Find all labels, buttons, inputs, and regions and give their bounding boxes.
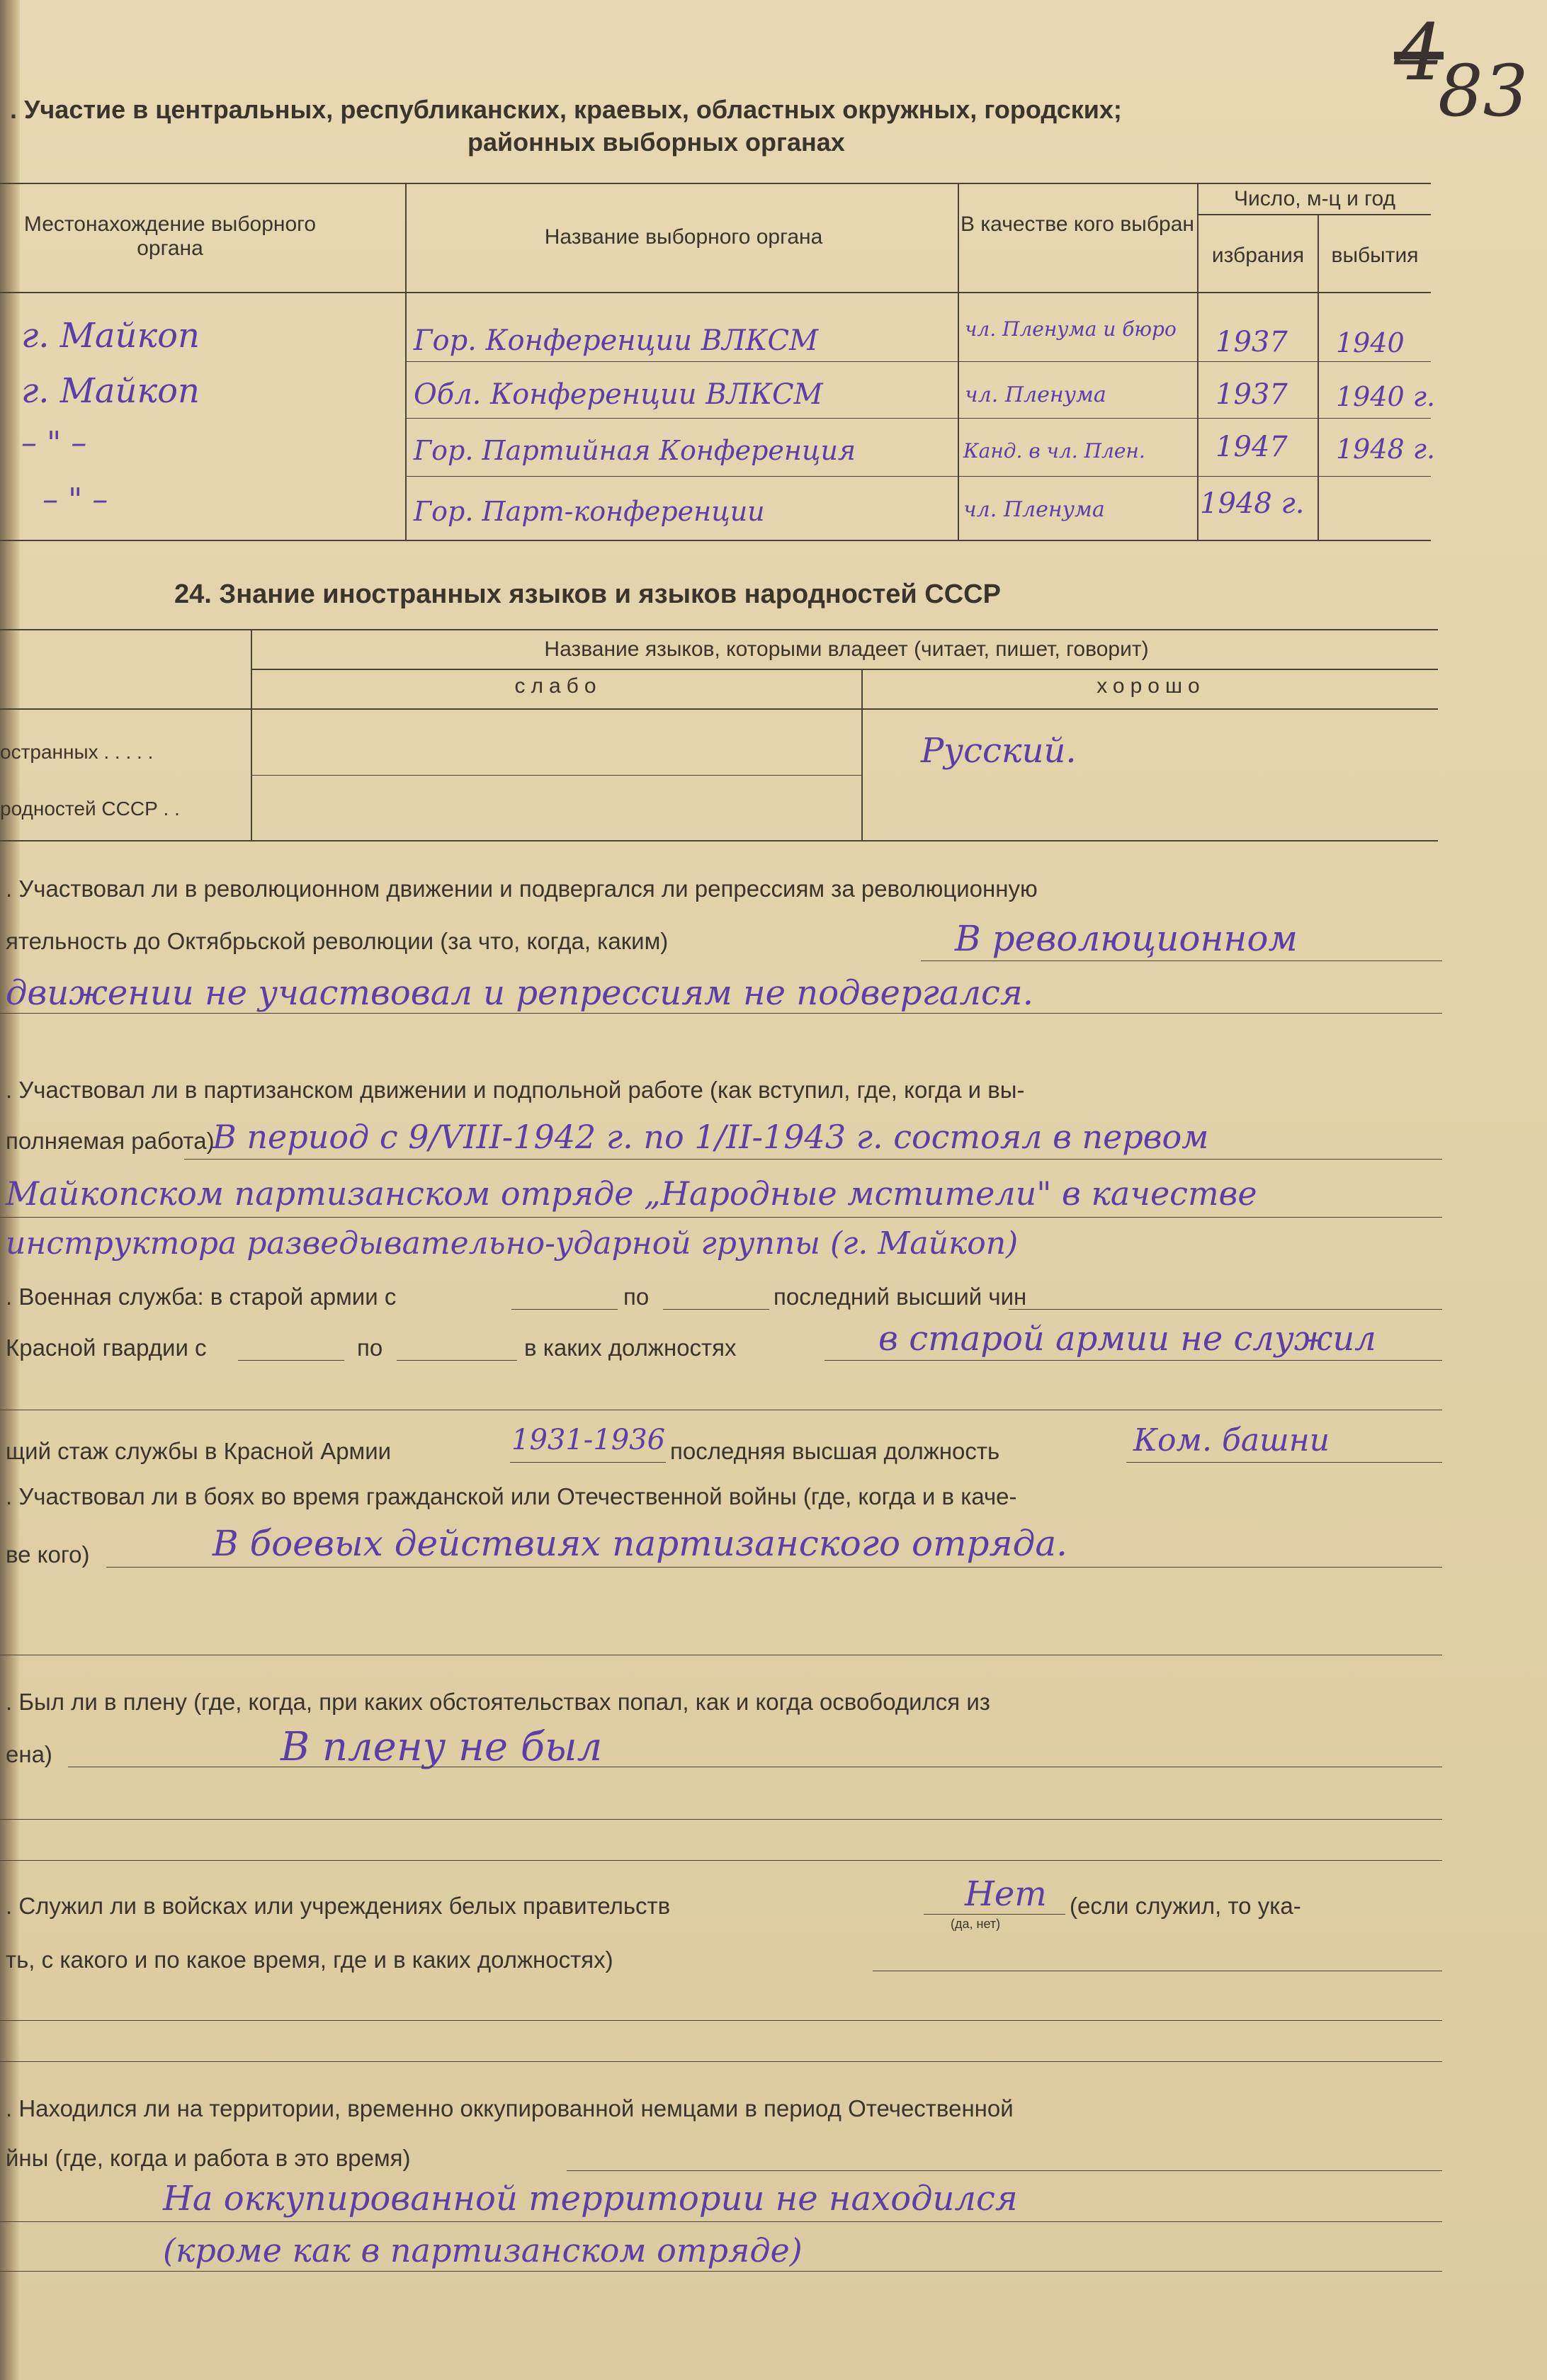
- q27-rg-to-rule: [397, 1360, 517, 1361]
- row3-role: Канд. в чл. Плен.: [963, 439, 1145, 463]
- q27-rg-from-rule: [238, 1360, 344, 1361]
- row4-location: – " –: [42, 482, 108, 518]
- row2-line: [405, 418, 1431, 419]
- q27-positions-rule: [824, 1360, 1442, 1361]
- row1-location: г. Майкоп: [21, 316, 200, 356]
- q26-answer1: В период с 9/VIII-1942 г. по 1/II-1943 г. состоял в первом: [212, 1118, 1209, 1156]
- q31-answer2: (кроме как в партизанском отряде): [163, 2231, 803, 2270]
- table23-top-line: [0, 183, 1431, 184]
- q27-to-rule: [663, 1309, 769, 1310]
- row1-left: 1940: [1336, 327, 1405, 358]
- crossed-page-number: 4: [1394, 7, 1444, 98]
- table23-bottom-line: [0, 540, 1431, 541]
- q27-from-rule: [511, 1309, 618, 1310]
- header-left: выбытия: [1331, 244, 1419, 267]
- q29-line1: . Был ли в плену (где, когда, при каких обстоятельствах попал, как и когда освободился из: [6, 1689, 990, 1715]
- q31-line4-rule: [0, 2271, 1442, 2272]
- q29-line2: ена): [6, 1741, 52, 1767]
- section24-col-weak: слабо: [514, 674, 602, 698]
- row2-name: Обл. Конференции ВЛКСМ: [414, 378, 823, 411]
- q27-rank-rule: [1009, 1309, 1442, 1310]
- q25-line2: ятельность до Октябрьской революции (за что, когда, каким): [6, 928, 669, 954]
- q29-line3-rule: [0, 1819, 1442, 1820]
- row3-name: Гор. Партийная Конференция: [414, 435, 856, 466]
- q26-answer2: Майкопском партизанском отряде „Народные мстители" в качестве: [6, 1174, 1257, 1213]
- section24-col-good: хорошо: [1096, 674, 1206, 698]
- q26-line2-rule: [184, 1159, 1442, 1160]
- row3-elected: 1947: [1216, 431, 1288, 463]
- q25-line1: . Участвовал ли в революционном движении и подвергался ли репрессиям за революционную: [6, 876, 1038, 902]
- q31-answer1: На оккупированной территории не находился: [163, 2179, 1018, 2218]
- table24-bottom-line: [0, 840, 1438, 842]
- header-elected: избрания: [1211, 244, 1305, 267]
- q26-line2: полняемая работа): [6, 1128, 215, 1154]
- q30-line2: ть, с какого и по какое время, где и в каких должностях): [6, 1946, 613, 1973]
- q31-line2: йны (где, когда и работа в это время): [6, 2145, 411, 2171]
- q29-answer: В плену не был: [280, 1724, 603, 1770]
- page-number: 83: [1438, 50, 1529, 132]
- q25-answer2: движении не участвовал и репрессиям не подвергался.: [6, 973, 1033, 1013]
- row1-line: [405, 361, 1431, 362]
- q26-line1: . Участвовал ли в партизанском движении и подпольной работе (как вступил, где, когда и вы-: [6, 1077, 1025, 1103]
- section24-good-value: Русский.: [921, 731, 1077, 771]
- q28-line1: . Участвовал ли в боях во время гражданской или Отечественной войны (где, когда и в каче-: [6, 1483, 1017, 1509]
- row1-name: Гор. Конференции ВЛКСМ: [414, 324, 819, 357]
- row4-role: чл. Пленума: [963, 497, 1105, 522]
- q27-line2-a: Красной гвардии с: [6, 1334, 207, 1361]
- q27-years-rule: [510, 1462, 666, 1463]
- q27-line1-b: по: [623, 1284, 650, 1310]
- row4-name: Гор. Парт-конференции: [414, 496, 765, 527]
- q30-answer-rule: [924, 1914, 1065, 1915]
- q28-line2-rule: [106, 1567, 1442, 1568]
- q27-answer: в старой армии не служил: [878, 1319, 1376, 1359]
- q25-answer1: В революционном: [955, 918, 1298, 959]
- row2-role: чл. Пленума: [965, 382, 1106, 407]
- q31-line2-rule: [567, 2170, 1442, 2171]
- q30-line1-a: . Служил ли в войсках или учреждениях белых правительств: [6, 1893, 671, 1919]
- q31-line3-rule: [0, 2221, 1442, 2222]
- q27-line1-a: . Военная служба: в старой армии с: [6, 1284, 397, 1310]
- section24-row2-label: родностей СССР . .: [0, 798, 180, 820]
- header-date: Число, м-ц и год: [1234, 187, 1395, 210]
- table24-vline2: [861, 669, 863, 840]
- q27-line2-c: в каких должностях: [524, 1334, 737, 1361]
- q25-line3-rule: [0, 1013, 1442, 1014]
- row4-elected: 1948 г.: [1200, 487, 1305, 520]
- header-role: В качестве кого выбран: [960, 212, 1194, 236]
- q27-position: Ком. башни: [1133, 1422, 1330, 1458]
- q30-line3-rule: [0, 2020, 1442, 2021]
- table24-weak-mid-line: [251, 775, 861, 776]
- row1-elected: 1937: [1216, 326, 1288, 358]
- q31-line1: . Находился ли на территории, временно оккупированной немцами в период Отечественной: [6, 2095, 1014, 2121]
- q27-line2-b: по: [357, 1334, 383, 1361]
- q30-line1-b: (если служил, то ука-: [1070, 1893, 1301, 1919]
- q27-line3-b: последняя высшая должность: [670, 1438, 1000, 1464]
- row2-left: 1940 г.: [1336, 381, 1436, 412]
- q25-line2-rule: [921, 960, 1442, 961]
- q27-position-rule: [1126, 1462, 1442, 1463]
- q27-line1-c: последний высший чин: [774, 1284, 1027, 1310]
- q26-answer3: инструктора разведывательно-ударной группы (г. Майкоп): [6, 1225, 1019, 1262]
- section23-title-line1: . Участие в центральных, республиканских, краевых, областных окружных, городских;: [10, 95, 1122, 124]
- table23-date-subline: [1197, 214, 1431, 215]
- q26-line3-rule: [0, 1217, 1442, 1218]
- row3-left: 1948 г.: [1336, 434, 1436, 465]
- section24-header-main: Название языков, которыми владеет (читает, пишет, говорит): [544, 638, 1149, 661]
- row3-location: – " –: [21, 425, 87, 461]
- q30-hint: (да, нет): [951, 1917, 1001, 1931]
- section24-title: 24. Знание иностранных языков и языков народностей СССР: [174, 579, 1001, 609]
- row2-elected: 1937: [1216, 378, 1288, 411]
- table24-top-line: [0, 629, 1438, 630]
- q30-line4-rule: [0, 2061, 1442, 2062]
- table24-header-bottom: [0, 708, 1438, 710]
- q29-line4-rule: [0, 1860, 1442, 1861]
- q27-line3-a: щий стаж службы в Красной Армии: [6, 1438, 392, 1464]
- row2-location: г. Майкоп: [21, 371, 200, 411]
- table23-header-bottom: [0, 292, 1431, 293]
- q28-line2: ве кого): [6, 1541, 90, 1568]
- row1-role: чл. Пленума и бюро: [965, 317, 1177, 341]
- table24-vline1: [251, 629, 252, 840]
- section23-title-line2: районных выборных органах: [468, 128, 845, 157]
- header-location: Местонахождение выборного органа: [23, 212, 317, 260]
- table24-subheader-line: [251, 669, 1438, 670]
- q28-answer: В боевых действиях партизанского отряда.: [212, 1523, 1068, 1564]
- row3-line: [405, 476, 1431, 477]
- section24-row1-label: остранных . . . . .: [0, 741, 154, 763]
- q30-answer: Нет: [965, 1874, 1047, 1914]
- header-name: Название выборного органа: [544, 225, 823, 249]
- q27-years: 1931-1936: [511, 1424, 666, 1456]
